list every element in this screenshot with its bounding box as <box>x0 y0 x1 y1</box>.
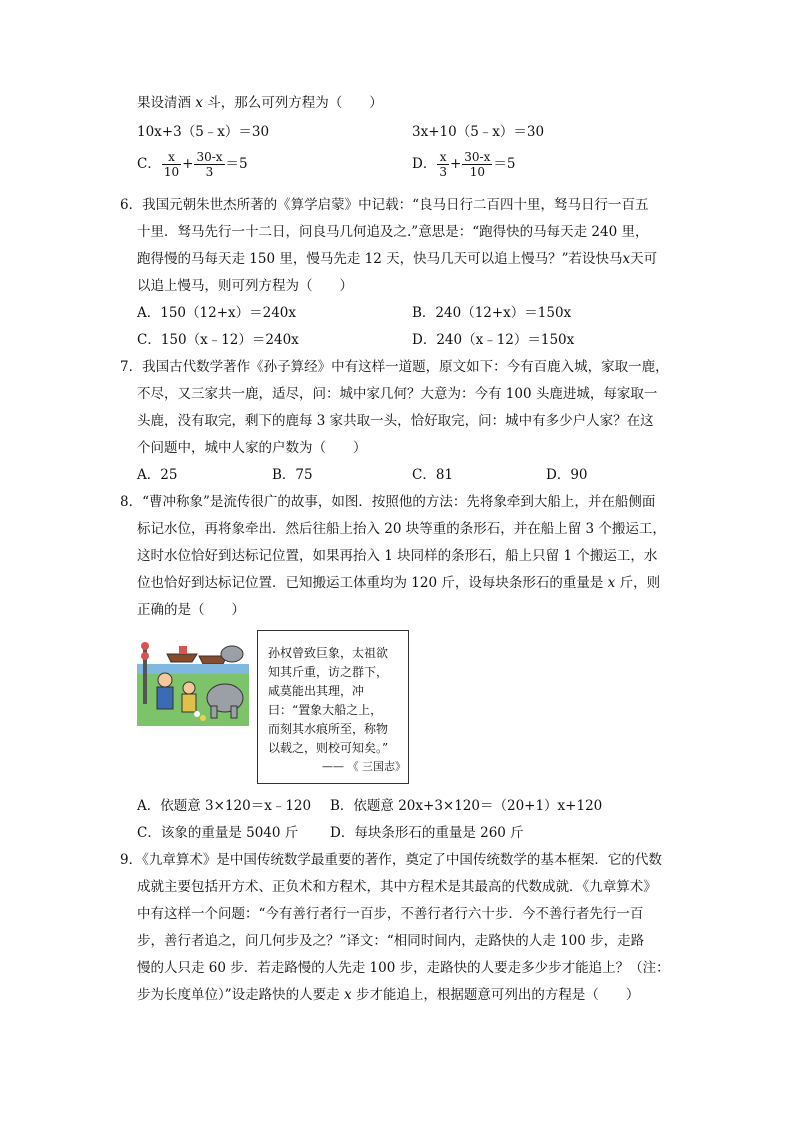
q5-option-c[interactable]: C． $\frac{x}{10}$ + $\frac{30-x}{3}$ ＝5 <box>137 150 248 179</box>
q7-option-b[interactable]: B．75 <box>272 467 313 483</box>
q8-option-d[interactable]: D．每块条形石的重量是 260 斤 <box>330 825 524 841</box>
q8-line: 正确的是（ ） <box>137 602 245 618</box>
q5-option-a[interactable]: 10x+3（5﹣x）＝30 <box>137 124 270 140</box>
cao-chong-figure <box>137 630 414 788</box>
q5-continuation: 果设清酒 x 斗，那么可列方程为（ ） <box>137 95 383 111</box>
q7-option-c[interactable]: C．81 <box>412 467 454 483</box>
q7-line: 不尽，又三家共一鹿，适尽，问：城中家几何？大意为：今有 100 头鹿进城，每家取一 <box>137 386 658 402</box>
q8-line: 8．“曹冲称象”是流传很广的故事，如图．按照他的方法：先将象牵到大船上，并在船侧面 <box>120 494 656 510</box>
q6-line: 十里．驽马先行一十二日，问良马几何追及之.”意思是：“跑得快的马每天走 240 里， <box>137 224 649 240</box>
q5-option-b[interactable]: 3x+10（5﹣x）＝30 <box>412 124 545 140</box>
q6-option-a[interactable]: A．150（12+x）＝240x <box>137 305 297 321</box>
q7-option-a[interactable]: A．25 <box>137 467 178 483</box>
q7-line: 头鹿，没有取完，剩下的鹿每 3 家共取一头，恰好取完，问：城中有多少户人家？在这 <box>137 413 654 429</box>
q8-line: 位也恰好到达标记位置．已知搬运工体重均为 120 斤，设每块条形石的重量是 x 斤，则 <box>137 575 661 591</box>
quote-line: 孙权曾致巨象，太祖欲 <box>268 646 389 660</box>
quote-line: 而刻其水痕所至，称物 <box>268 722 389 736</box>
fraction: $\frac{30-x}{3}$ <box>196 150 223 179</box>
q6-option-c[interactable]: C．150（x﹣12）＝240x <box>137 332 299 348</box>
q6-line: 跑得慢的马每天走 150 里，慢马先走 12 天，快马几天可以追上慢马？”若设快马x天可 <box>137 251 658 267</box>
q9-line: 中有这样一个问题：“今有善行者行一百步，不善行者行六十步．今不善行者先行一百 <box>137 906 644 922</box>
q8-option-c[interactable]: C．该象的重量是 5040 斤 <box>137 825 299 841</box>
q6-line: 6．我国元朝朱世杰所著的《算学启蒙》中记载：“良马日行二百四十里，驽马日行一百五 <box>120 197 649 213</box>
quote-line: 曰：“置象大船之上， <box>268 703 383 717</box>
quote-line: 以载之，则校可知矣。” <box>268 741 389 755</box>
q7-line: 个问题中，城中人家的户数为（ ） <box>137 440 367 456</box>
q9-line: 成就主要包括开方术、正负术和方程术，其中方程术是其最高的代数成就．《九章算术》 <box>137 879 657 895</box>
quote-line: 知其斤重，访之群下， <box>268 665 389 679</box>
q5-option-d[interactable]: D． $\frac{x}{3}$ + $\frac{30-x}{10}$ ＝5 <box>412 150 516 179</box>
fraction: $\frac{x}{10}$ <box>163 150 180 179</box>
q9-line: 步，善行者追之，问几何步及之？”译文：“相同时间内，走路快的人走 100 步，走路 <box>137 933 645 949</box>
q8-line: 标记水位，再将象牵出．然后往船上抬入 20 块等重的条形石，并在船上留 3 个搬运工， <box>137 521 666 537</box>
q9-line: 步为长度单位）”设走路快的人要走 x 步才能追上，根据题意可列出的方程是（ ） <box>137 987 640 1003</box>
q6-line: 以追上慢马，则可列方程为（ ） <box>137 278 353 294</box>
fraction: $\frac{x}{3}$ <box>439 150 447 179</box>
q7-line: 7．我国古代数学著作《孙子算经》中有这样一道题，原文如下：今有百鹿入城，家取一鹿， <box>120 359 669 375</box>
q7-option-d[interactable]: D．90 <box>546 467 588 483</box>
q6-option-b[interactable]: B．240（12+x）＝150x <box>412 305 572 321</box>
quote-bubble <box>257 630 409 784</box>
q8-option-a[interactable]: A．依题意 3×120＝x﹣120 <box>137 798 312 814</box>
q9-line: 9．《九章算术》是中国传统数学最重要的著作，奠定了中国传统数学的基本框架．它的代数 <box>120 852 662 868</box>
quote-source: —— 《 三国志》 <box>322 760 406 773</box>
q8-line: 这时水位恰好到达标记位置，如果再抬入 1 块同样的条形石，船上只留 1 个搬运工，水 <box>137 548 658 564</box>
fraction: $\frac{30-x}{10}$ <box>464 150 491 179</box>
q9-line: 慢的人只走 60 步．若走路慢的人先走 100 步，走路快的人要走多少步才能追上？（注： <box>137 960 670 976</box>
quote-line: 咸莫能出其理，冲 <box>268 684 365 698</box>
q6-option-d[interactable]: D．240（x﹣12）＝150x <box>412 332 575 348</box>
cartoon-illustration <box>137 640 249 726</box>
q8-option-b[interactable]: B．依题意 20x+3×120＝（20+1）x+120 <box>330 798 603 814</box>
